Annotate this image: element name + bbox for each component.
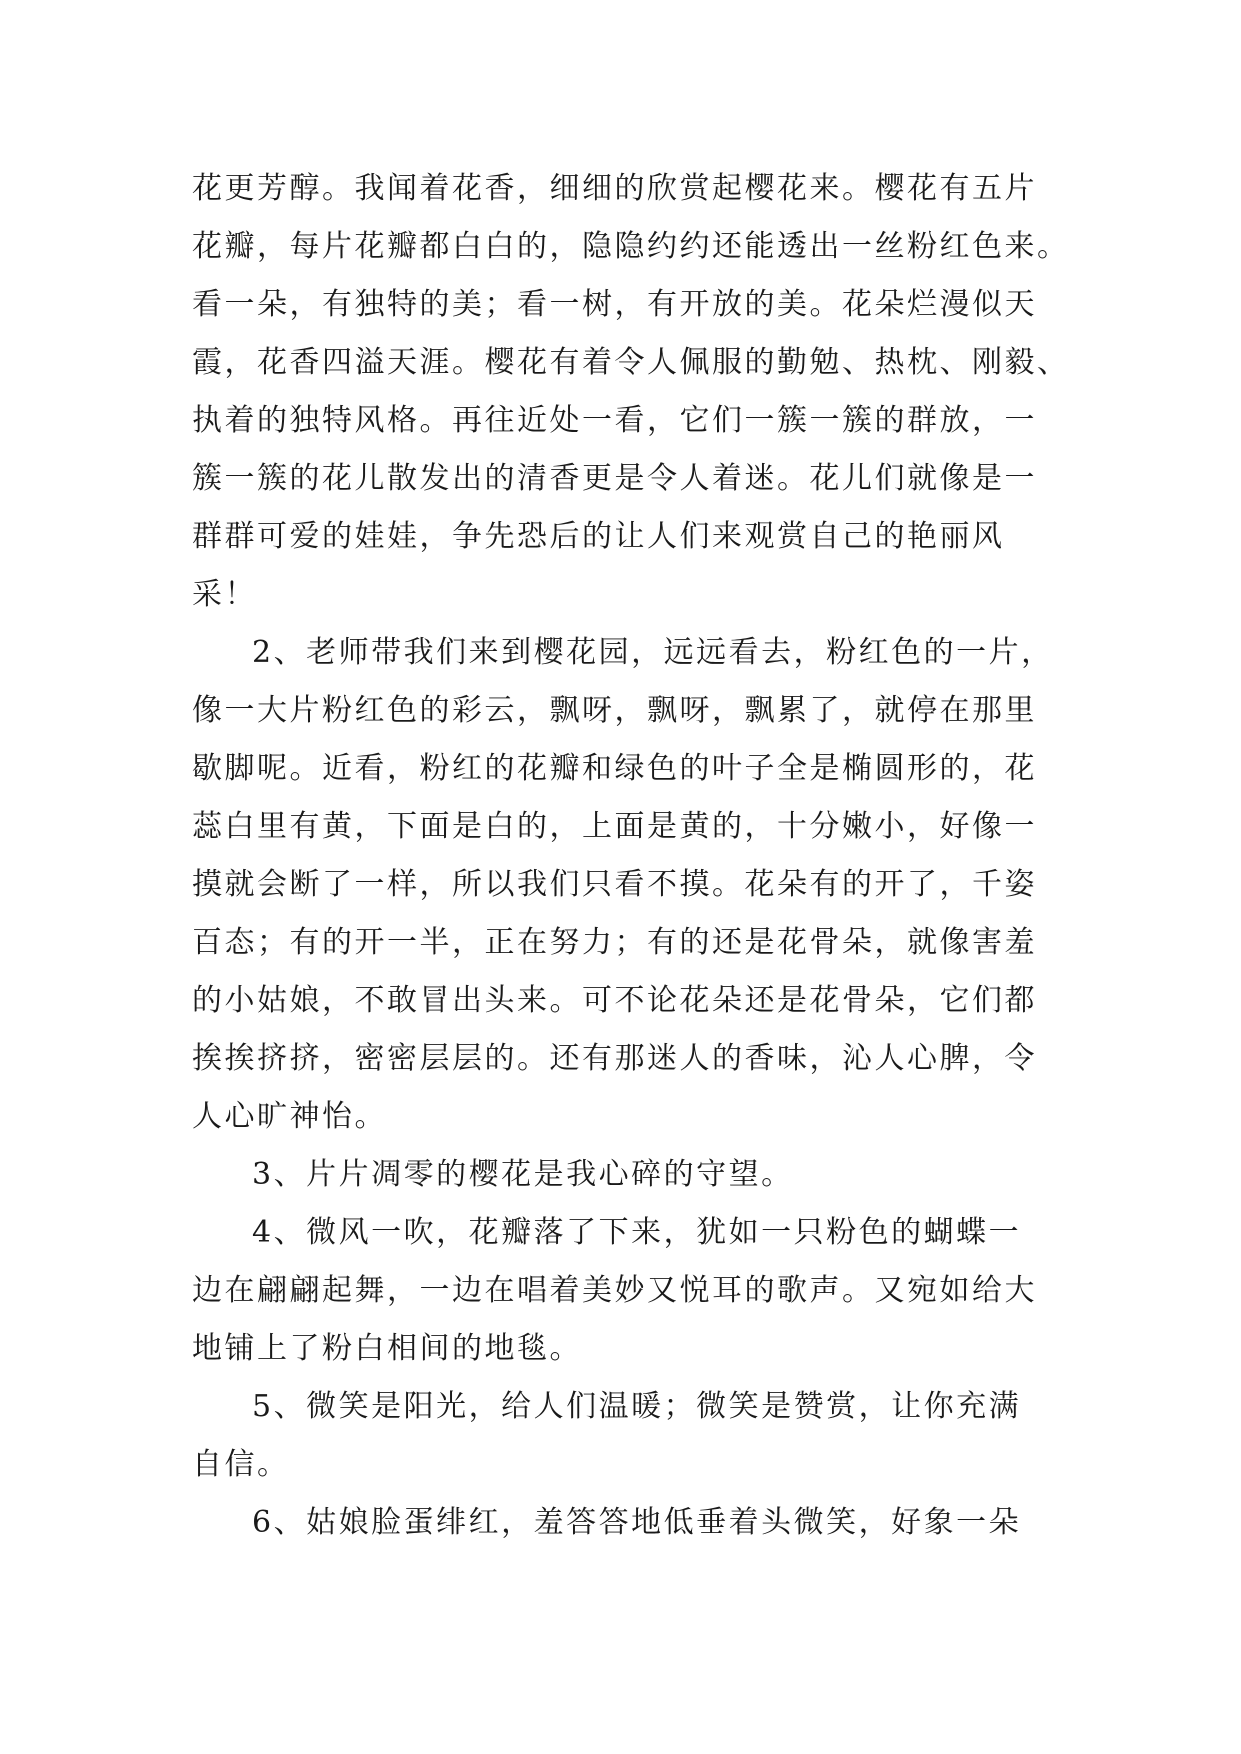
paragraph-start-line: 2、老师带我们来到樱花园，远远看去，粉红色的一片， — [252, 635, 1054, 670]
document-body — [192, 160, 1070, 1552]
paragraph-start-line: 5、微笑是阳光，给人们温暖；微笑是赞赏，让你充满 — [252, 1389, 1022, 1424]
text-line: 霞，花香四溢天涯。樱花有着令人佩服的勤勉、热枕、刚毅、 — [192, 345, 1070, 380]
text-line: 花瓣，每片花瓣都白白的，隐隐约约还能透出一丝粉红色来。 — [192, 229, 1070, 264]
text-line: 的小姑娘，不敢冒出头来。可不论花朵还是花骨朵，它们都 — [192, 983, 1037, 1018]
paragraph-start-line: 6、姑娘脸蛋绯红，羞答答地低垂着头微笑，好象一朵 — [252, 1505, 1022, 1540]
text-line: 人心旷神怡。 — [192, 1099, 387, 1134]
text-line: 执着的独特风格。再往近处一看，它们一簇一簇的群放，一 — [192, 403, 1037, 438]
text-line: 百态；有的开一半，正在努力；有的还是花骨朵，就像害羞 — [192, 925, 1037, 960]
text-line: 采！ — [192, 577, 257, 612]
text-line: 歇脚呢。近看，粉红的花瓣和绿色的叶子全是椭圆形的，花 — [192, 751, 1037, 786]
text-line: 边在翩翩起舞，一边在唱着美妙又悦耳的歌声。又宛如给大 — [192, 1273, 1037, 1308]
paragraph-start-line: 4、微风一吹，花瓣落了下来，犹如一只粉色的蝴蝶一 — [252, 1215, 1022, 1250]
paragraph-start-line: 3、片片凋零的樱花是我心碎的守望。 — [252, 1157, 794, 1192]
text-line: 像一大片粉红色的彩云，飘呀，飘呀，飘累了，就停在那里 — [192, 693, 1037, 728]
text-line: 摸就会断了一样，所以我们只看不摸。花朵有的开了，千姿 — [192, 867, 1037, 902]
text-line: 蕊白里有黄，下面是白的，上面是黄的，十分嫩小，好像一 — [192, 809, 1037, 844]
text-line: 簇一簇的花儿散发出的清香更是令人着迷。花儿们就像是一 — [192, 461, 1037, 496]
text-line: 挨挨挤挤，密密层层的。还有那迷人的香味，沁人心脾，令 — [192, 1041, 1037, 1076]
text-line: 自信。 — [192, 1447, 290, 1482]
text-line: 花更芳醇。我闻着花香，细细的欣赏起樱花来。樱花有五片 — [192, 171, 1037, 206]
text-line: 看一朵，有独特的美；看一树，有开放的美。花朵烂漫似天 — [192, 287, 1037, 322]
text-line: 群群可爱的娃娃，争先恐后的让人们来观赏自己的艳丽风 — [192, 519, 1005, 554]
text-line: 地铺上了粉白相间的地毯。 — [192, 1331, 582, 1366]
